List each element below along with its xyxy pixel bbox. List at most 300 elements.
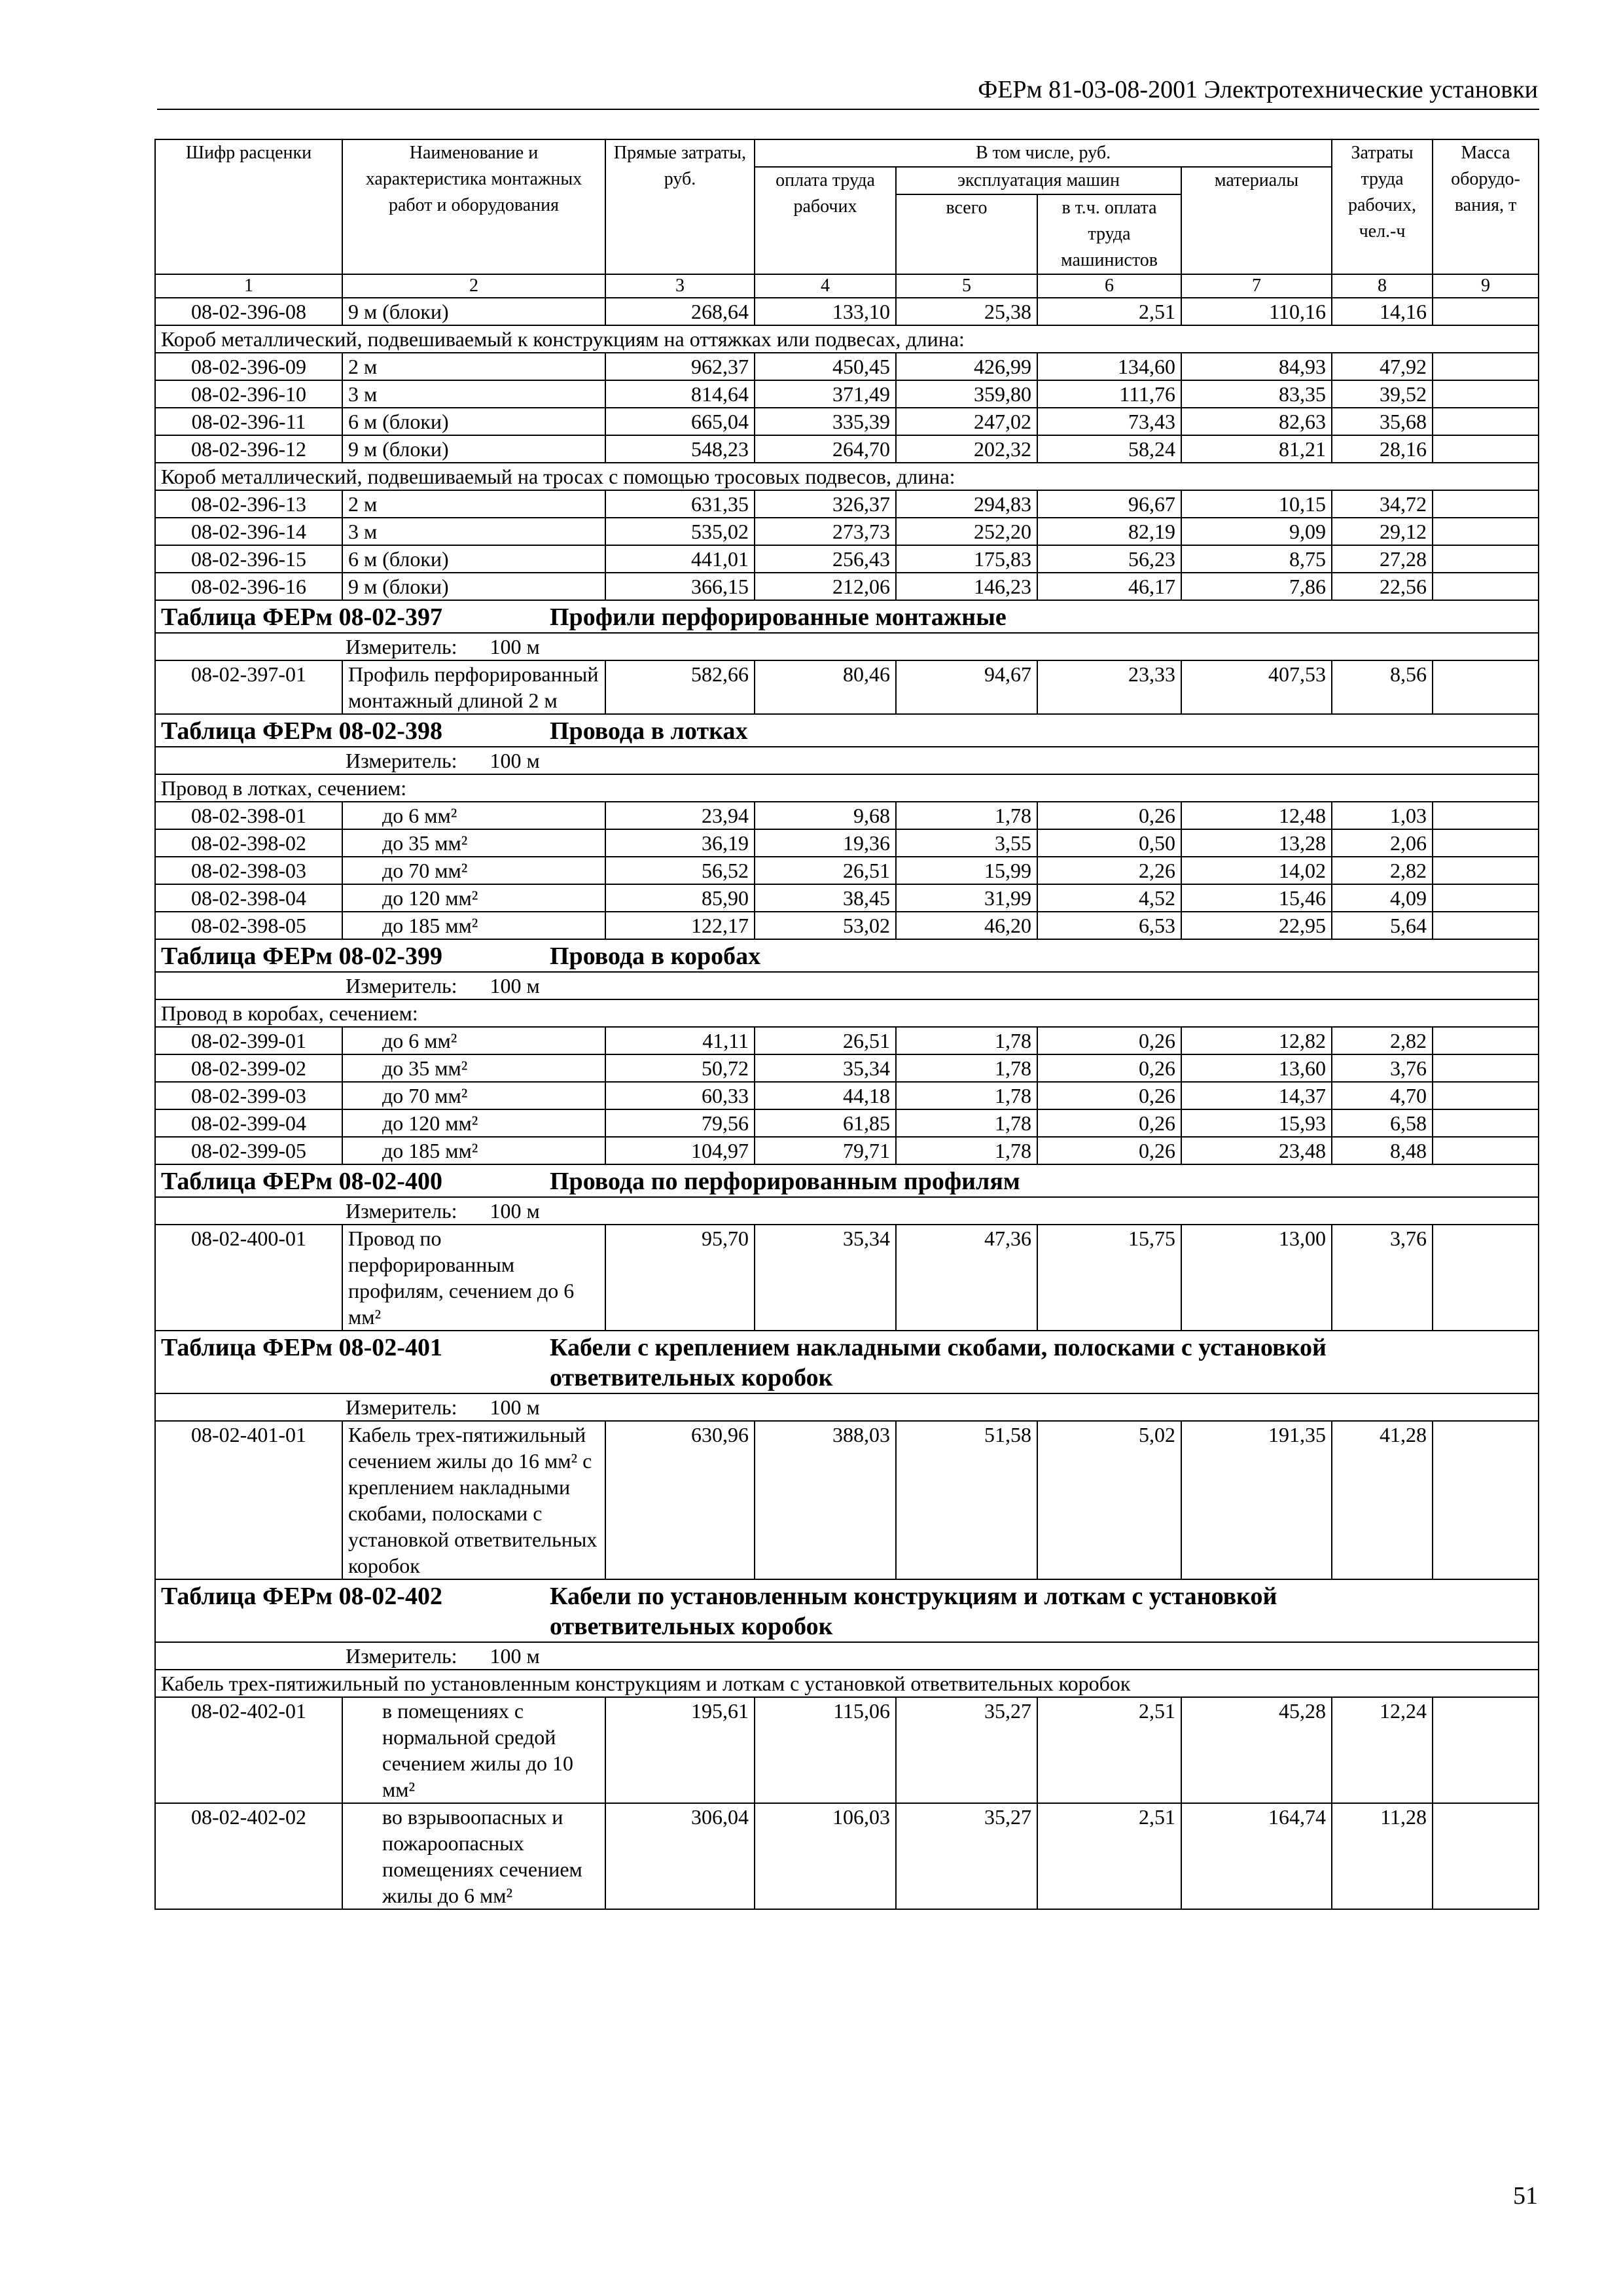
table-subject: Провода в коробах (550, 942, 761, 970)
table-title (155, 1331, 1539, 1393)
machine-cost: 1,78 (896, 1109, 1037, 1137)
labor-cost: 335,39 (755, 408, 896, 435)
table-subject: Кабели с креплением накладными скобами, полосками с установкой ответвительных коробок (550, 1334, 1327, 1391)
measure-value: 100 м (490, 1395, 540, 1419)
rate-code: 08-02-398-01 (155, 802, 342, 829)
table-title (155, 1579, 1539, 1642)
driver-cost: 0,26 (1037, 802, 1181, 829)
table-label: Таблица ФЕРм 08-02-399 (161, 942, 442, 970)
material-cost: 22,95 (1181, 912, 1332, 939)
labor-hours: 22,56 (1332, 573, 1433, 600)
labor-cost: 38,45 (755, 884, 896, 912)
table-row (155, 857, 1539, 884)
equipment-mass (1433, 1225, 1539, 1331)
col-incl-header: В том числе, руб. (755, 139, 1332, 167)
table-row (155, 1054, 1539, 1082)
driver-cost: 0,26 (1037, 1082, 1181, 1109)
labor-cost: 264,70 (755, 435, 896, 463)
table-label: Таблица ФЕРм 08-02-398 (161, 717, 442, 745)
labor-hours: 35,68 (1332, 408, 1433, 435)
table-row (155, 518, 1539, 545)
header-rule (157, 109, 1539, 110)
table-row (155, 435, 1539, 463)
col-labor-header: оплата труда рабочих (755, 167, 896, 274)
col-code-header: Шифр расценки (155, 139, 342, 274)
direct-cost: 23,94 (605, 802, 755, 829)
material-cost: 83,35 (1181, 380, 1332, 408)
machine-cost: 25,38 (896, 298, 1037, 325)
driver-cost: 0,50 (1037, 829, 1181, 857)
table-row (155, 829, 1539, 857)
labor-hours: 8,48 (1332, 1137, 1433, 1164)
table-title-row (155, 939, 1539, 972)
driver-cost: 23,33 (1037, 660, 1181, 714)
rate-code: 08-02-398-04 (155, 884, 342, 912)
work-name: до 70 мм² (342, 857, 605, 884)
equipment-mass (1433, 912, 1539, 939)
table-subject: Провода по перфорированным профилям (550, 1168, 1020, 1195)
col-number: 6 (1037, 274, 1181, 298)
direct-cost: 195,61 (605, 1697, 755, 1803)
measure-cell (155, 633, 1539, 660)
labor-cost: 115,06 (755, 1697, 896, 1803)
rate-code: 08-02-397-01 (155, 660, 342, 714)
measure-value: 100 м (490, 1199, 540, 1223)
work-name: до 6 мм² (342, 802, 605, 829)
labor-hours: 4,70 (1332, 1082, 1433, 1109)
measure-cell (155, 972, 1539, 999)
direct-cost: 535,02 (605, 518, 755, 545)
material-cost: 15,46 (1181, 884, 1332, 912)
rate-code: 08-02-399-05 (155, 1137, 342, 1164)
equipment-mass (1433, 857, 1539, 884)
group-heading-row (155, 999, 1539, 1027)
rate-code: 08-02-398-03 (155, 857, 342, 884)
table-label: Таблица ФЕРм 08-02-400 (161, 1168, 442, 1195)
measure-value: 100 м (490, 635, 540, 658)
table-row (155, 660, 1539, 714)
labor-hours: 2,06 (1332, 829, 1433, 857)
labor-hours: 5,64 (1332, 912, 1433, 939)
table-title (155, 714, 1539, 747)
table-body (155, 298, 1539, 1909)
driver-cost: 0,26 (1037, 1027, 1181, 1054)
labor-cost: 79,71 (755, 1137, 896, 1164)
machine-cost: 1,78 (896, 802, 1037, 829)
work-name: до 185 мм² (342, 1137, 605, 1164)
equipment-mass (1433, 380, 1539, 408)
machine-cost: 252,20 (896, 518, 1037, 545)
labor-hours: 3,76 (1332, 1225, 1433, 1331)
direct-cost: 50,72 (605, 1054, 755, 1082)
group-heading-row (155, 774, 1539, 802)
direct-cost: 122,17 (605, 912, 755, 939)
table-title (155, 600, 1539, 633)
material-cost: 13,28 (1181, 829, 1332, 857)
material-cost: 8,75 (1181, 545, 1332, 573)
direct-cost: 366,15 (605, 573, 755, 600)
direct-cost: 60,33 (605, 1082, 755, 1109)
measure-cell (155, 1197, 1539, 1225)
equipment-mass (1433, 802, 1539, 829)
page-number: 51 (1513, 2182, 1538, 2210)
col-materials-header: материалы (1181, 167, 1332, 274)
measure-row (155, 1393, 1539, 1421)
rate-code: 08-02-396-09 (155, 353, 342, 380)
work-name: до 70 мм² (342, 1082, 605, 1109)
work-name: 3 м (342, 380, 605, 408)
material-cost: 15,93 (1181, 1109, 1332, 1137)
driver-cost: 46,17 (1037, 573, 1181, 600)
labor-cost: 35,34 (755, 1225, 896, 1331)
measure-label: Измеритель: (346, 1395, 457, 1419)
equipment-mass (1433, 518, 1539, 545)
rate-code: 08-02-396-12 (155, 435, 342, 463)
work-name: до 6 мм² (342, 1027, 605, 1054)
rate-code: 08-02-402-02 (155, 1803, 342, 1909)
labor-hours: 28,16 (1332, 435, 1433, 463)
driver-cost: 2,51 (1037, 1697, 1181, 1803)
col-drivers-header: в т.ч. оплата труда машинистов (1037, 194, 1181, 274)
equipment-mass (1433, 829, 1539, 857)
equipment-mass (1433, 545, 1539, 573)
table-header (155, 139, 1539, 298)
rate-code: 08-02-396-15 (155, 545, 342, 573)
driver-cost: 2,26 (1037, 857, 1181, 884)
table-row (155, 1082, 1539, 1109)
col-number: 9 (1433, 274, 1539, 298)
machine-cost: 247,02 (896, 408, 1037, 435)
table-row (155, 1109, 1539, 1137)
work-name: 9 м (блоки) (342, 298, 605, 325)
table-row (155, 1803, 1539, 1909)
work-name: во взрывоопасных и пожароопасных помещениях сечением жилы до 6 мм² (342, 1803, 605, 1909)
table-subject: Профили перфорированные монтажные (550, 603, 1007, 631)
machine-cost: 1,78 (896, 1054, 1037, 1082)
equipment-mass (1433, 408, 1539, 435)
direct-cost: 582,66 (605, 660, 755, 714)
work-name: до 120 мм² (342, 884, 605, 912)
machine-cost: 202,32 (896, 435, 1037, 463)
direct-cost: 962,37 (605, 353, 755, 380)
work-name: Профиль перфорированный монтажный длиной 2 м (342, 660, 605, 714)
group-heading-row (155, 325, 1539, 353)
driver-cost: 96,67 (1037, 490, 1181, 518)
col-direct-header: Прямые затраты, руб. (605, 139, 755, 274)
table-row (155, 380, 1539, 408)
material-cost: 81,21 (1181, 435, 1332, 463)
labor-hours: 2,82 (1332, 1027, 1433, 1054)
table-row (155, 884, 1539, 912)
work-name: 2 м (342, 490, 605, 518)
measure-value: 100 м (490, 1644, 540, 1668)
table-row (155, 545, 1539, 573)
equipment-mass (1433, 298, 1539, 325)
table-row (155, 912, 1539, 939)
page-header: ФЕРм 81-03-08-2001 Электротехнические установки (978, 76, 1538, 103)
direct-cost: 630,96 (605, 1421, 755, 1579)
material-cost: 13,60 (1181, 1054, 1332, 1082)
labor-hours: 8,56 (1332, 660, 1433, 714)
group-heading: Провод в лотках, сечением: (155, 774, 1539, 802)
labor-cost: 9,68 (755, 802, 896, 829)
labor-cost: 80,46 (755, 660, 896, 714)
labor-cost: 44,18 (755, 1082, 896, 1109)
labor-hours: 34,72 (1332, 490, 1433, 518)
measure-cell (155, 1393, 1539, 1421)
measure-label: Измеритель: (346, 749, 457, 772)
table-row (155, 1027, 1539, 1054)
col-machines-header: эксплуатация машин (896, 167, 1181, 194)
measure-label: Измеритель: (346, 1644, 457, 1668)
table-title-row (155, 1579, 1539, 1642)
labor-hours: 27,28 (1332, 545, 1433, 573)
labor-hours: 11,28 (1332, 1803, 1433, 1909)
labor-hours: 1,03 (1332, 802, 1433, 829)
driver-cost: 73,43 (1037, 408, 1181, 435)
table-title-row (155, 714, 1539, 747)
machine-cost: 47,36 (896, 1225, 1037, 1331)
machine-cost: 146,23 (896, 573, 1037, 600)
col-number: 8 (1332, 274, 1433, 298)
measure-row (155, 633, 1539, 660)
driver-cost: 2,51 (1037, 1803, 1181, 1909)
material-cost: 84,93 (1181, 353, 1332, 380)
table-row (155, 573, 1539, 600)
work-name: 6 м (блоки) (342, 545, 605, 573)
material-cost: 14,02 (1181, 857, 1332, 884)
labor-cost: 19,36 (755, 829, 896, 857)
table-row (155, 1225, 1539, 1331)
measure-label: Измеритель: (346, 635, 457, 658)
measure-row (155, 747, 1539, 774)
driver-cost: 82,19 (1037, 518, 1181, 545)
direct-cost: 85,90 (605, 884, 755, 912)
work-name: до 120 мм² (342, 1109, 605, 1137)
labor-cost: 26,51 (755, 857, 896, 884)
col-number: 1 (155, 274, 342, 298)
material-cost: 14,37 (1181, 1082, 1332, 1109)
work-name: 6 м (блоки) (342, 408, 605, 435)
equipment-mass (1433, 884, 1539, 912)
equipment-mass (1433, 490, 1539, 518)
table-row (155, 490, 1539, 518)
labor-cost: 61,85 (755, 1109, 896, 1137)
driver-cost: 134,60 (1037, 353, 1181, 380)
material-cost: 23,48 (1181, 1137, 1332, 1164)
material-cost: 7,86 (1181, 573, 1332, 600)
driver-cost: 111,76 (1037, 380, 1181, 408)
labor-cost: 53,02 (755, 912, 896, 939)
labor-cost: 450,45 (755, 353, 896, 380)
labor-hours: 14,16 (1332, 298, 1433, 325)
machine-cost: 46,20 (896, 912, 1037, 939)
measure-row (155, 972, 1539, 999)
rate-code: 08-02-399-04 (155, 1109, 342, 1137)
rate-code: 08-02-401-01 (155, 1421, 342, 1579)
group-heading: Короб металлический, подвешиваемый на тросах с помощью тросовых подвесов, длина: (155, 463, 1539, 490)
direct-cost: 79,56 (605, 1109, 755, 1137)
rate-code: 08-02-399-03 (155, 1082, 342, 1109)
direct-cost: 104,97 (605, 1137, 755, 1164)
measure-label: Измеритель: (346, 1199, 457, 1223)
direct-cost: 548,23 (605, 435, 755, 463)
direct-cost: 36,19 (605, 829, 755, 857)
machine-cost: 3,55 (896, 829, 1037, 857)
labor-hours: 12,24 (1332, 1697, 1433, 1803)
labor-cost: 256,43 (755, 545, 896, 573)
machine-cost: 294,83 (896, 490, 1037, 518)
machine-cost: 1,78 (896, 1082, 1037, 1109)
direct-cost: 814,64 (605, 380, 755, 408)
equipment-mass (1433, 1137, 1539, 1164)
col-name-header: Наименование и характеристика монтажных работ и оборудования (342, 139, 605, 274)
labor-cost: 35,34 (755, 1054, 896, 1082)
driver-cost: 4,52 (1037, 884, 1181, 912)
col-number: 2 (342, 274, 605, 298)
driver-cost: 0,26 (1037, 1054, 1181, 1082)
labor-hours: 2,82 (1332, 857, 1433, 884)
rate-code: 08-02-398-05 (155, 912, 342, 939)
labor-cost: 106,03 (755, 1803, 896, 1909)
rate-code: 08-02-396-14 (155, 518, 342, 545)
table-label: Таблица ФЕРм 08-02-402 (161, 1583, 442, 1610)
labor-hours: 41,28 (1332, 1421, 1433, 1579)
machine-cost: 426,99 (896, 353, 1037, 380)
rate-code: 08-02-399-02 (155, 1054, 342, 1082)
labor-cost: 326,37 (755, 490, 896, 518)
rate-code: 08-02-398-02 (155, 829, 342, 857)
work-name: до 185 мм² (342, 912, 605, 939)
measure-value: 100 м (490, 749, 540, 772)
equipment-mass (1433, 1054, 1539, 1082)
measure-cell (155, 747, 1539, 774)
table-label: Таблица ФЕРм 08-02-401 (161, 1334, 442, 1361)
work-name: до 35 мм² (342, 829, 605, 857)
equipment-mass (1433, 1109, 1539, 1137)
work-name: 2 м (342, 353, 605, 380)
group-heading: Кабель трех-пятижильный по установленным конструкциям и лоткам с установкой ответвительных коробок (155, 1670, 1539, 1697)
material-cost: 45,28 (1181, 1697, 1332, 1803)
rate-code: 08-02-396-08 (155, 298, 342, 325)
table-row (155, 408, 1539, 435)
machine-cost: 1,78 (896, 1137, 1037, 1164)
rates-table (154, 139, 1539, 1910)
work-name: Провод по перфорированным профилям, сечением до 6 мм² (342, 1225, 605, 1331)
col-number: 3 (605, 274, 755, 298)
rate-code: 08-02-402-01 (155, 1697, 342, 1803)
direct-cost: 306,04 (605, 1803, 755, 1909)
group-heading: Короб металлический, подвешиваемый к конструкциям на оттяжках или подвесах, длина: (155, 325, 1539, 353)
direct-cost: 41,11 (605, 1027, 755, 1054)
labor-cost: 212,06 (755, 573, 896, 600)
table-row (155, 353, 1539, 380)
direct-cost: 56,52 (605, 857, 755, 884)
rate-code: 08-02-396-16 (155, 573, 342, 600)
col-number: 4 (755, 274, 896, 298)
work-name: Кабель трех-пятижильный сечением жилы до 16 мм² с креплением накладными скобами, полосками с установкой ответвительных коробок (342, 1421, 605, 1579)
driver-cost: 0,26 (1037, 1109, 1181, 1137)
work-name: в помещениях с нормальной средой сечением жилы до 10 мм² (342, 1697, 605, 1803)
col-number: 5 (896, 274, 1037, 298)
equipment-mass (1433, 353, 1539, 380)
rate-code: 08-02-396-10 (155, 380, 342, 408)
machine-cost: 1,78 (896, 1027, 1037, 1054)
machine-cost: 15,99 (896, 857, 1037, 884)
rate-code: 08-02-399-01 (155, 1027, 342, 1054)
measure-value: 100 м (490, 974, 540, 997)
direct-cost: 631,35 (605, 490, 755, 518)
equipment-mass (1433, 573, 1539, 600)
material-cost: 82,63 (1181, 408, 1332, 435)
table-row (155, 1697, 1539, 1803)
material-cost: 12,48 (1181, 802, 1332, 829)
labor-hours: 3,76 (1332, 1054, 1433, 1082)
col-hours-header: Затраты труда рабочих, чел.-ч (1332, 139, 1433, 274)
measure-cell (155, 1642, 1539, 1670)
material-cost: 110,16 (1181, 298, 1332, 325)
rate-code: 08-02-396-11 (155, 408, 342, 435)
equipment-mass (1433, 1803, 1539, 1909)
driver-cost: 2,51 (1037, 298, 1181, 325)
table-title (155, 939, 1539, 972)
direct-cost: 665,04 (605, 408, 755, 435)
col-mass-header: Масса оборудо-вания, т (1433, 139, 1539, 274)
driver-cost: 5,02 (1037, 1421, 1181, 1579)
labor-cost: 26,51 (755, 1027, 896, 1054)
labor-cost: 133,10 (755, 298, 896, 325)
material-cost: 164,74 (1181, 1803, 1332, 1909)
equipment-mass (1433, 1027, 1539, 1054)
col-machines-total-header: всего (896, 194, 1037, 274)
table-row (155, 802, 1539, 829)
table-subject: Провода в лотках (550, 717, 748, 745)
labor-cost: 371,49 (755, 380, 896, 408)
material-cost: 13,00 (1181, 1225, 1332, 1331)
labor-hours: 47,92 (1332, 353, 1433, 380)
driver-cost: 58,24 (1037, 435, 1181, 463)
material-cost: 407,53 (1181, 660, 1332, 714)
material-cost: 191,35 (1181, 1421, 1332, 1579)
measure-row (155, 1197, 1539, 1225)
group-heading: Провод в коробах, сечением: (155, 999, 1539, 1027)
rate-code: 08-02-400-01 (155, 1225, 342, 1331)
column-numbers-row (155, 274, 1539, 298)
machine-cost: 175,83 (896, 545, 1037, 573)
driver-cost: 56,23 (1037, 545, 1181, 573)
work-name: 3 м (342, 518, 605, 545)
table-label: Таблица ФЕРм 08-02-397 (161, 603, 442, 631)
group-heading-row (155, 1670, 1539, 1697)
labor-hours: 39,52 (1332, 380, 1433, 408)
labor-hours: 29,12 (1332, 518, 1433, 545)
material-cost: 10,15 (1181, 490, 1332, 518)
equipment-mass (1433, 1082, 1539, 1109)
table-title (155, 1164, 1539, 1197)
group-heading-row (155, 463, 1539, 490)
table-title-row (155, 1331, 1539, 1393)
driver-cost: 15,75 (1037, 1225, 1181, 1331)
material-cost: 12,82 (1181, 1027, 1332, 1054)
direct-cost: 441,01 (605, 545, 755, 573)
direct-cost: 95,70 (605, 1225, 755, 1331)
machine-cost: 51,58 (896, 1421, 1037, 1579)
labor-cost: 273,73 (755, 518, 896, 545)
measure-row (155, 1642, 1539, 1670)
work-name: 9 м (блоки) (342, 435, 605, 463)
measure-label: Измеритель: (346, 974, 457, 997)
machine-cost: 359,80 (896, 380, 1037, 408)
